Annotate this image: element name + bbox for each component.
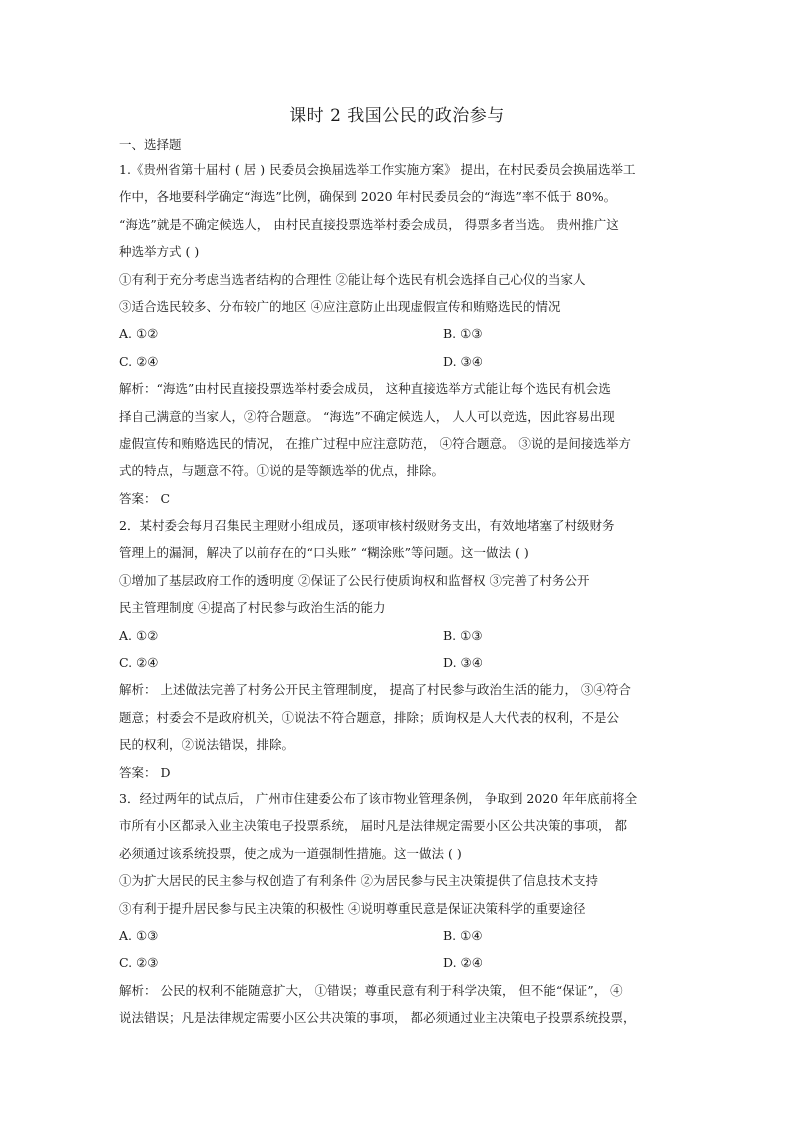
option-b: B. ①③	[443, 627, 483, 643]
option-a: A. ①②	[119, 627, 159, 643]
options-row	[119, 622, 679, 649]
options-row	[119, 949, 679, 976]
analysis-line: 解析：“海选”由村民直接投票选举村委会成员， 这种直接选举方式能让每个选民有机会选	[119, 381, 611, 397]
analysis-line: 式的特点，与题意不符。①说的是等额选举的优点，排除。	[119, 463, 445, 479]
question-1	[119, 156, 679, 512]
analysis-line: 解析： 公民的权利不能随意扩大， ①错误；尊重民意有利于科学决策， 但不能“保证”， ④	[119, 982, 623, 998]
question-stem-line: 作中，各地要科学确定“海选”比例，确保到 2020 年村民委员会的“海选”率不低于 80%。	[119, 189, 617, 205]
question-stem-line: 管理上的漏洞，解决了以前存在的“口头账” “糊涂账”等问题。这一做法 ( )	[119, 545, 529, 561]
statement-line: ③有利于提升居民参与民主决策的积极性 ④说明尊重民意是保证决策科学的重要途径	[119, 900, 586, 916]
statement-line: ①有利于充分考虑当选者结构的合理性 ②能让每个选民有机会选择自己心仪的当家人	[119, 271, 586, 287]
option-d: D. ③④	[443, 353, 483, 369]
option-b: B. ①③	[443, 326, 483, 342]
option-a: A. ①②	[119, 326, 159, 342]
option-a: A. ①③	[119, 927, 159, 943]
option-b: B. ①④	[443, 927, 483, 943]
statement-line: 民主管理制度 ④提高了村民参与政治生活的能力	[119, 600, 386, 616]
analysis-line: 题意；村委会不是政府机关，①说法不符合题意，排除；质询权是人大代表的权利，不是公	[119, 709, 620, 725]
option-d: D. ②④	[443, 955, 483, 971]
answer-line: 答案： D	[119, 764, 171, 780]
option-d: D. ③④	[443, 654, 483, 670]
option-c: C. ②④	[119, 353, 159, 369]
question-stem-line: 3．经过两年的试点后， 广州市住建委公布了该市物业管理条例， 争取到 2020 年年底前将全	[119, 791, 638, 806]
question-stem-line: 1.《贵州省第十届村 ( 居 ) 民委员会换届选举工作实施方案》 提出，在村民委员会换届选举工	[119, 162, 636, 177]
statement-line: ③适合选民较多、分布较广的地区 ④应注意防止出现虚假宣传和贿赂选民的情况	[119, 298, 561, 314]
question-3	[119, 785, 679, 1032]
question-stem-line: 必须通过该系统投票，使之成为一道强制性措施。这一做法 ( )	[119, 845, 462, 861]
option-c: C. ②③	[119, 955, 159, 971]
answer-line: 答案： C	[119, 490, 171, 506]
question-2	[119, 512, 679, 786]
question-stem-line: 市所有小区都录入业主决策电子投票系统， 届时凡是法律规定需要小区公共决策的事项， 都	[119, 818, 627, 834]
options-row	[119, 320, 679, 347]
analysis-line: 民的权利，②说法错误，排除。	[119, 737, 295, 753]
analysis-line: 解析： 上述做法完善了村务公开民主管理制度， 提高了村民参与政治生活的能力， ③④符合	[119, 682, 631, 698]
options-row	[119, 922, 679, 949]
options-row	[119, 348, 679, 375]
section-heading: 一、选择题	[119, 137, 182, 152]
options-row	[119, 649, 679, 676]
page-title: 课时 2 我国公民的政治参与	[289, 106, 505, 126]
analysis-line: 择自己满意的当家人，②符合题意。 “海选”不确定候选人， 人人可以竞选，因此容易出现	[119, 408, 615, 424]
question-stem-line: “海选”就是不确定候选人， 由村民直接投票选举村委会成员， 得票多者当选。 贵州推广这	[119, 216, 619, 232]
question-stem-line: 2．某村委会每月召集民主理财小组成员，逐项审核村级财务支出，有效地堵塞了村级财务	[119, 518, 615, 533]
analysis-line: 说法错误；凡是法律规定需要小区公共决策的事项， 都必须通过业主决策电子投票系统投票，	[119, 1010, 636, 1026]
analysis-line: 虚假宣传和贿赂选民的情况， 在推广过程中应注意防范， ④符合题意。 ③说的是间接选举方	[119, 435, 631, 451]
statement-line: ①增加了基层政府工作的透明度 ②保证了公民行使质询权和监督权 ③完善了村务公开	[119, 572, 590, 588]
statement-line: ①为扩大居民的民主参与权创造了有利条件 ②为居民参与民主决策提供了信息技术支持	[119, 873, 598, 889]
question-stem-line: 种选举方式 ( )	[119, 244, 200, 260]
option-c: C. ②④	[119, 654, 159, 670]
